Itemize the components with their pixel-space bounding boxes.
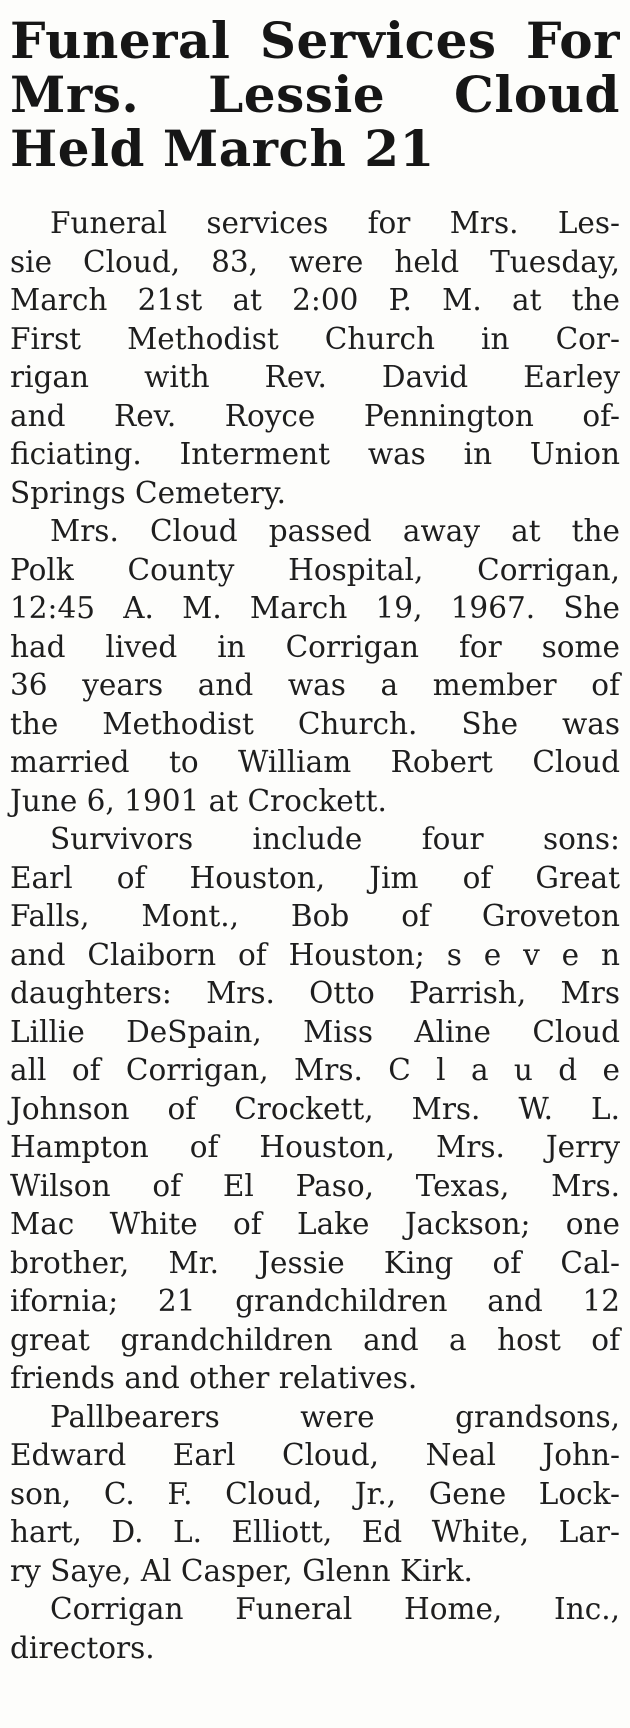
article-line: Polk County Hospital, Corrigan,: [10, 552, 620, 587]
article-body: [10, 204, 620, 1667]
article-line: and Claiborn of Houston; s e v e n: [10, 937, 620, 972]
article-line: Mrs. Cloud passed away at the: [50, 514, 620, 548]
article-line: son, C. F. Cloud, Jr., Gene Lock-: [10, 1476, 620, 1511]
article-line: Funeral services for Mrs. Les-: [50, 206, 620, 240]
article-line: friends and other relatives.: [10, 1361, 418, 1395]
article-line: Earl of Houston, Jim of Great: [10, 860, 620, 895]
article-line: Johnson of Crockett, Mrs. W. L.: [10, 1091, 620, 1126]
article-line: First Methodist Church in Cor-: [10, 321, 620, 356]
article-line: Survivors include four sons:: [50, 822, 620, 856]
headline-line: Mrs. Lessie Cloud: [10, 65, 620, 124]
article-paragraph: [10, 204, 620, 512]
article-line: Corrigan Funeral Home, Inc.,: [50, 1592, 620, 1626]
headline-line: Held March 21: [10, 119, 435, 178]
article-line: Springs Cemetery.: [10, 475, 287, 510]
article-paragraph: [10, 512, 620, 820]
article-paragraph: [10, 1590, 620, 1667]
headline-line: Funeral Services For: [10, 11, 620, 70]
article-line: Hampton of Houston, Mrs. Jerry: [10, 1130, 620, 1164]
article-line: and Rev. Royce Pennington of-: [10, 398, 620, 433]
article-line: Pallbearers were grandsons,: [50, 1399, 620, 1434]
article-line: great grandchildren and a host of: [10, 1322, 620, 1357]
article-line: Edward Earl Cloud, Neal John-: [10, 1438, 620, 1472]
article-line: ry Saye, Al Casper, Glenn Kirk.: [10, 1553, 473, 1588]
article-line: June 6, 1901 at Crockett.: [10, 783, 387, 818]
article-line: hart, D. L. Elliott, Ed White, Lar-: [10, 1515, 620, 1549]
article-line: Lillie DeSpain, Miss Aline Cloud: [10, 1014, 620, 1049]
article-line: Wilson of El Paso, Texas, Mrs.: [10, 1168, 620, 1203]
article-line: Falls, Mont., Bob of Groveton: [10, 899, 620, 933]
article-line: directors.: [10, 1630, 155, 1665]
article-line: brother, Mr. Jessie King of Cal-: [10, 1245, 620, 1280]
article-line: daughters: Mrs. Otto Parrish, Mrs: [10, 976, 620, 1010]
article-line: married to William Robert Cloud: [10, 745, 620, 779]
article-paragraph: [10, 820, 620, 1398]
article-line: March 21st at 2:00 P. M. at the: [10, 283, 620, 317]
article-line: Mac White of Lake Jackson; one: [10, 1207, 620, 1241]
article-line: ficiating. Interment was in Union: [10, 437, 620, 471]
article-line: rigan with Rev. David Earley: [10, 360, 620, 394]
article-paragraph: [10, 1398, 620, 1591]
article-line: all of Corrigan, Mrs. C l a u d e: [10, 1053, 620, 1087]
headline: [10, 11, 620, 178]
article-line: had lived in Corrigan for some: [10, 629, 620, 664]
article-line: the Methodist Church. She was: [10, 706, 620, 741]
article-line: sie Cloud, 83, were held Tuesday,: [10, 244, 620, 279]
article-line: ifornia; 21 grandchildren and 12: [10, 1284, 620, 1318]
article-line: 12:45 A. M. March 19, 1967. She: [10, 591, 620, 625]
article-line: 36 years and was a member of: [10, 668, 620, 702]
